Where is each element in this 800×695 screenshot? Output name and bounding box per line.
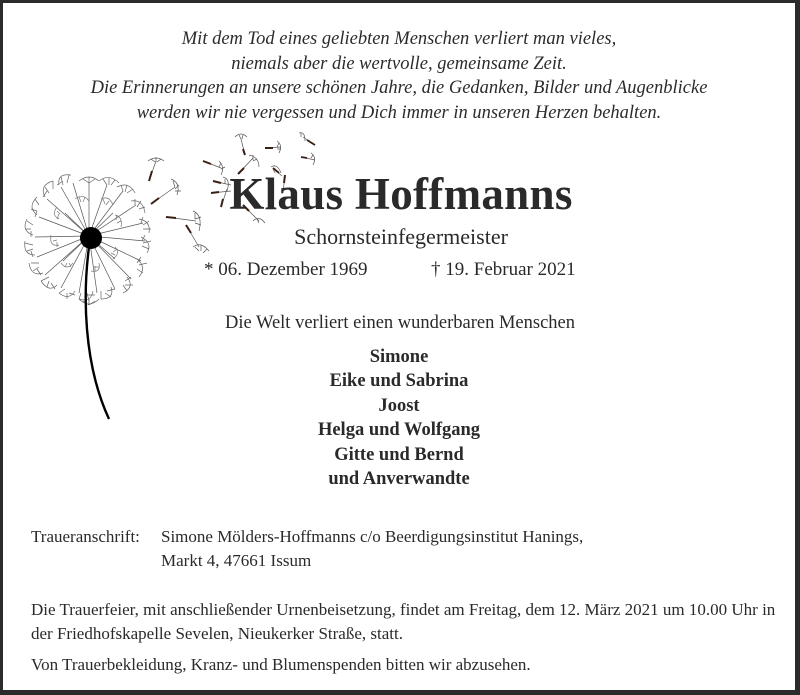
quote-line: Die Erinnerungen an unsere schönen Jahre, die Gedanken, Bilder und Augenblicke [90, 78, 708, 98]
quote-line: werden wir nie vergessen und Dich immer in unseren Herzen behalten. [136, 102, 662, 123]
quote-line: Mit dem Tod eines geliebten Menschen verliert man vieles, [181, 29, 617, 49]
donation-notice: Von Trauerbekleidung, Kranz- und Blumenspenden bitten wir abzusehen. [31, 655, 531, 674]
address-line-1: Simone Mölders-Hoffmanns c/o Beerdigungsinstitut Hanings, [161, 527, 584, 546]
address-label: Traueranschrift: [31, 527, 140, 546]
ceremony-notice: Die Trauerfeier, mit anschließender Urnenbeisetzung, findet am Freitag, dem 12. März 2021 um 10.00 Uhr in der Friedhofskapelle Sevelen, Nieukerker Straße, statt. [31, 600, 776, 643]
mourning-address [31, 525, 583, 573]
mourner: Eike und Sabrina [329, 371, 469, 392]
memorial-quote [3, 27, 795, 125]
mourners-list [3, 345, 795, 491]
address-line-2: Markt 4, 47661 Issum [161, 551, 312, 570]
mourner: Gitte und Bernd [334, 444, 464, 465]
death-date: † 19. Februar 2021 [431, 259, 576, 280]
mourner: Helga und Wolfgang [317, 420, 481, 441]
quote-line: niemals aber die wertvolle, gemeinsame Zeit. [231, 53, 567, 74]
birth-date: * 06. Dezember 1969 [204, 259, 368, 280]
deceased-profession: Schornsteinfegermeister [294, 224, 508, 249]
obituary-card [3, 3, 795, 690]
mourner: Simone [369, 347, 429, 367]
tribute-line: Die Welt verliert einen wunderbaren Menschen [224, 313, 576, 333]
mourner: Joost [378, 395, 420, 416]
mourner: und Anverwandte [328, 469, 470, 490]
deceased-name: Klaus Hoffmanns [229, 169, 573, 219]
